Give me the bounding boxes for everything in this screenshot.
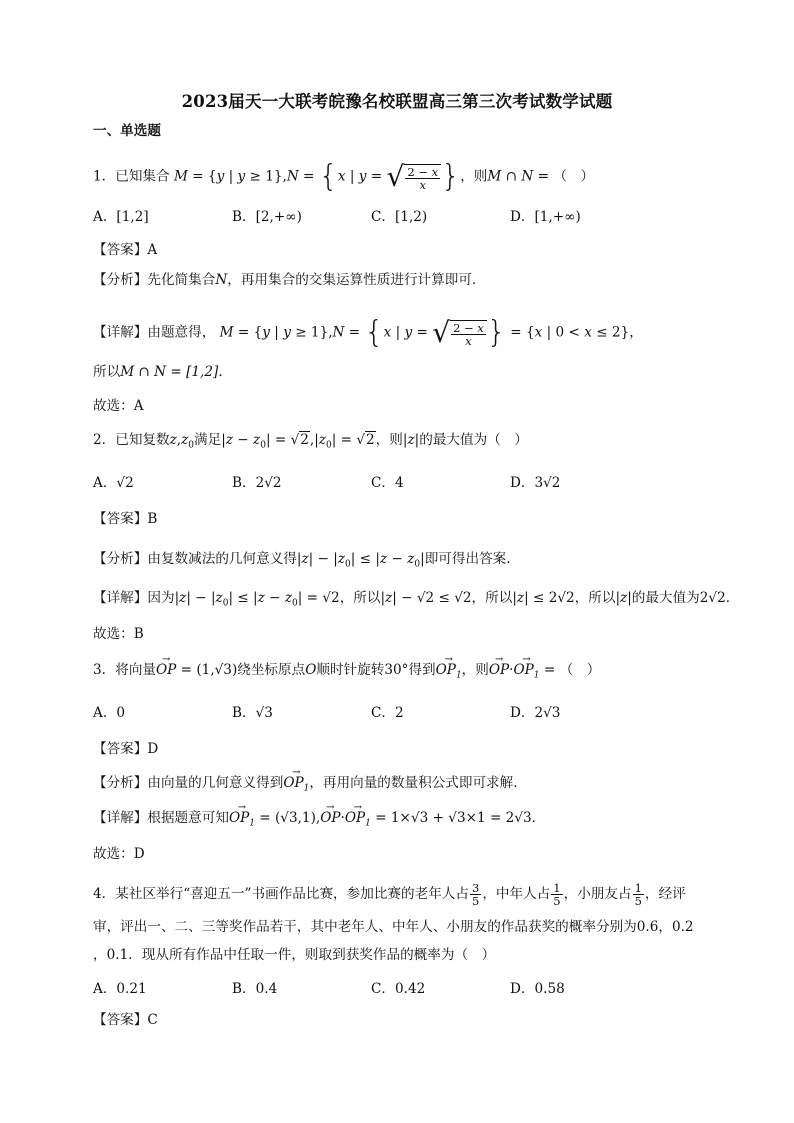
q3-option-a: A．0 [93,705,126,721]
q4-option-c: C．0.42 [371,981,426,997]
q4-answer: 【答案】C [93,1012,158,1028]
q1-tail2: （ ） [553,168,595,185]
q3-detail: 【详解】根据题意可知→ $OP_1 = (√3,1),\to OP\cdot\to OP_1 = 1\times√3 + √3\times 1 = 2√3$． [93,809,545,833]
q2-detail: 【详解】因为$|z| - |z_0| \le |z - z_0| = √2$，所以|z| − √2 ≤ √2，所以|z| ≤ 2√2，所以|z|的最大值为2√2． [93,590,740,609]
q1-tail: ，则 [460,168,488,185]
q1-choose: 故选：A [93,398,144,414]
q3-analysis: 【分析】由向量的几何意义得到→ $OP_1$，再用向量的数量积公式即可求解. [93,774,518,798]
q1-lead: 已知集合 [115,168,170,185]
q2-choose: 故选：B [93,626,144,642]
q2-option-d: D．3√2 [510,475,561,491]
q2-analysis: 【分析】由复数减法的几何意义得$|z| - |z_0| \le |z - z_0|$即可得出答案. [93,551,511,570]
q1-detail: 【详解】由题意得， M = {y | y ≥ 1},N = {x | y = √ $\frac{2 - x}{x}$ } = {x | 0 < x ≤ 2}， [93,315,643,350]
q4-option-a: A．0.21 [93,981,147,997]
q2-option-c: C．4 [371,475,404,491]
q1-number: 1． [93,168,116,185]
q1-analysis: 【分析】先化简集合N，再用集合的交集运算性质进行计算即可. [93,272,477,288]
q2-option-a: A．√2 [93,475,134,491]
q2-stem: 2．已知复数$z,z_0$满足$|z - z_0| = √2,|z_0| = √2$，则|z|的最大值为（ ） [93,432,528,451]
q4-stem-line2: 审，评出一、二、三等奖作品若干，其中老年人、中年人、小朋友的作品获奖的概率分别为0.6，0.2 [93,919,694,935]
q1-option-a: A．[1,2] [93,209,149,225]
q4-option-b: B．0.4 [232,981,278,997]
q4-stem-line3: ，0.1．现从所有作品中任取一件，则取到获奖作品的概率为（ ） [93,947,496,963]
page-title: 2023届天一大联考皖豫名校联盟高三第三次考试数学试题 [181,92,613,111]
q4-stem-line1: 4．某社区举行“喜迎五一”书画作品比赛，参加比赛的老年人占 $\frac{3}{5}$ ，中年人占 $\frac{1}{5}$ ，小朋友占 $\frac{1}{5}$ ，经评 [93,881,686,908]
q1-stem: 1．已知集合 M = {y | y ≥ 1},N = {x | y = √ $\frac{2 - x}{x}$ }，则M ∩ N = （ ） [93,159,595,194]
q3-answer: 【答案】D [93,741,159,757]
q3-choose: 故选：D [93,846,145,862]
q3-option-c: C．2 [371,705,404,721]
q2-option-b: B．2√2 [232,475,282,491]
q2-answer: 【答案】B [93,511,158,527]
q3-option-d: D．2√3 [510,705,561,721]
q3-stem: 3．将向量→ OP = (1,√3)绕坐标原点O顺时针旋转30°得到→ $OP_1$，则→ $OP\cdot\to OP_1$ = （ ） [93,661,600,685]
q1-option-d: D．[1,+∞) [510,209,581,225]
q3-option-b: B．√3 [232,705,273,721]
q4-option-d: D．0.58 [510,981,565,997]
q1-answer: 【答案】A [93,242,158,258]
q1-option-c: C．[1,2) [371,209,428,225]
q1-option-b: B．[2,+∞) [232,209,302,225]
q1-result: 所以M ∩ N = [1,2]． [93,364,232,380]
section-heading: 一、单选题 [93,123,161,139]
